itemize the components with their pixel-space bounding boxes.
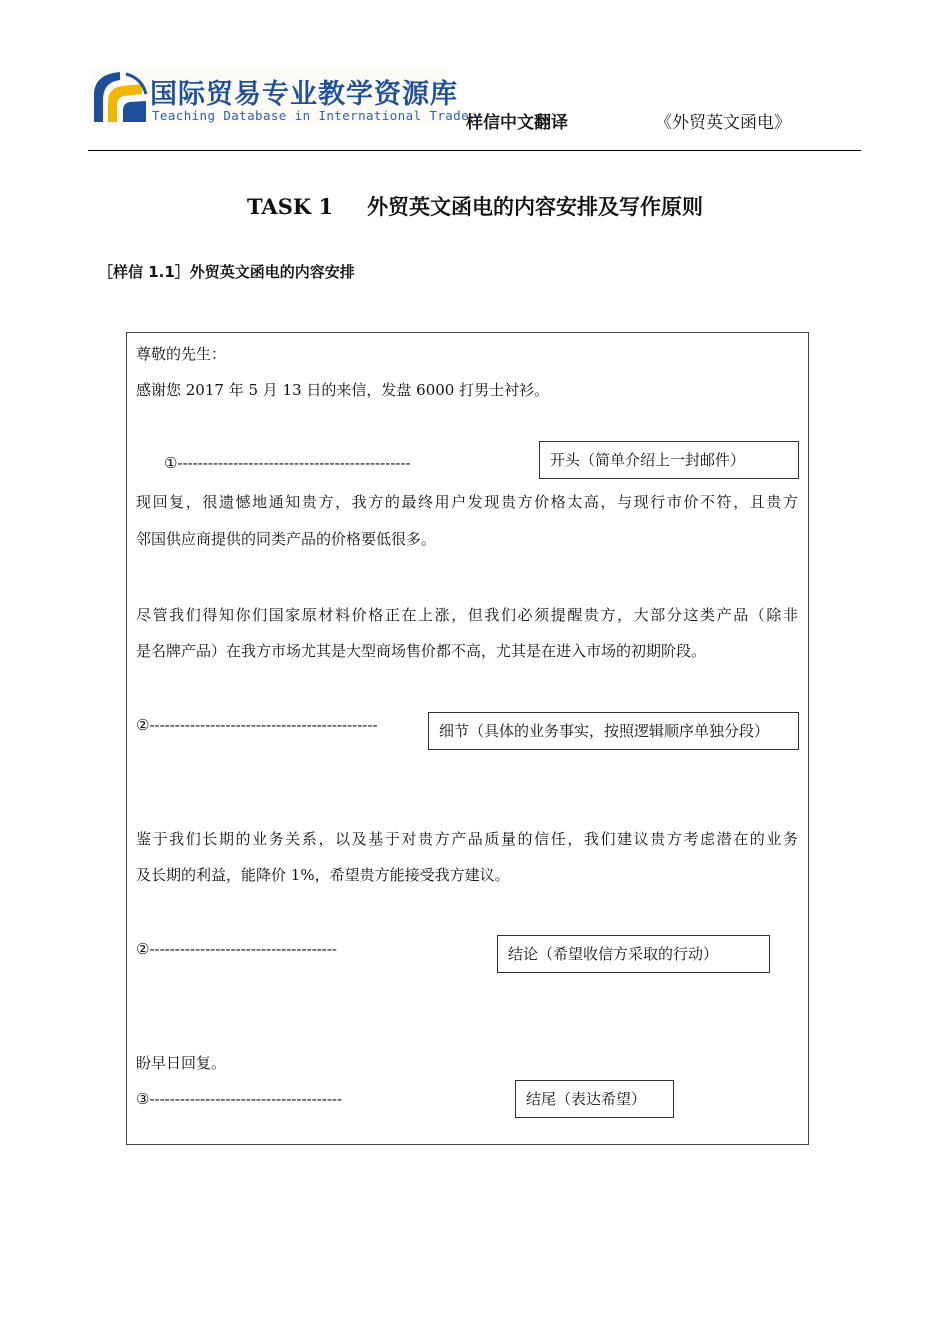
placeholder-line-4: ③-------------------------------------- [136,1090,343,1108]
letter-body1-line2: 邻国供应商提供的同类产品的价格要低很多。 [136,530,437,548]
page-title [0,191,950,221]
task-title-text: 外贸英文函电的内容安排及写作原则 [367,194,704,219]
letter-body3-line2: 及长期的利益，能降价 1%，希望贵方能接受我方建议。 [136,866,510,884]
letter-body1-line1: 现回复，很遗憾地通知贵方，我方的最终用户发现贵方价格太高，与现行市价不符，且贵方 [136,493,798,511]
header-divider [88,150,861,151]
sample-label: ［样信 1.1］外贸英文函电的内容安排 [98,263,355,281]
logo-chinese-text: 国际贸易专业教学资源库 [150,79,458,110]
placeholder-line-3: ②------------------------------------- [136,940,337,958]
letter-closing: 盼早日回复。 [136,1054,227,1072]
annotation-ending: 结尾（表达希望） [515,1080,674,1118]
annotation-details: 细节（具体的业务事实，按照逻辑顺序单独分段） [428,712,799,750]
annotation-conclusion: 结论（希望收信方采取的行动） [497,935,770,973]
doc-type-label: 样信中文翻译 [466,113,568,133]
logo [90,68,470,126]
letter-opening: 感谢您 2017 年 5 月 13 日的来信，发盘 6000 打男士衬衫。 [136,381,550,399]
placeholder-line-1: ①---------------------------------------------- [164,454,411,472]
placeholder-line-2: ②--------------------------------------------- [136,716,378,734]
task-number: TASK 1 [246,194,334,219]
letter-body2-line1: 尽管我们得知你们国家原材料价格正在上涨，但我们必须提醒贵方，大部分这类产品（除非 [136,606,798,624]
letter-body2-line2: 是名牌产品）在我方市场尤其是大型商场售价都不高，尤其是在进入市场的初期阶段。 [136,642,707,660]
annotation-opening: 开头（简单介绍上一封邮件） [539,441,799,479]
book-title: 《外贸英文函电》 [655,113,791,133]
letter-salutation: 尊敬的先生： [136,345,227,363]
globe-logo-icon [90,68,148,126]
logo-english-text: Teaching Database in International Trade [152,108,470,123]
letter-body3-line1: 鉴于我们长期的业务关系，以及基于对贵方产品质量的信任，我们建议贵方考虑潜在的业务 [136,830,798,848]
